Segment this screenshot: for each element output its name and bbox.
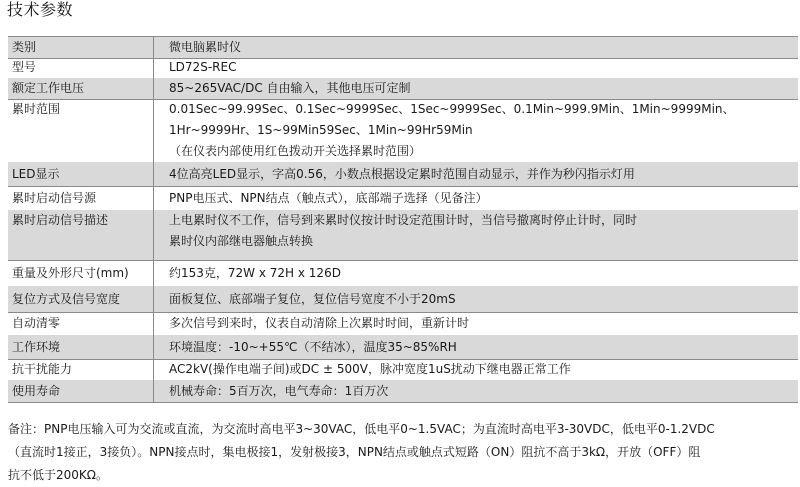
spec-label: 工作环境 <box>8 335 154 359</box>
spec-value-line: 0.01Sec~99.99Sec、0.1Sec~9999Sec、1Sec~9999Sec、0.1Min~999.9Min、1Min~9999Min、 <box>169 102 735 116</box>
spec-value-line: PNP电压式、NPN结点（触点式），底部端子选择（见备注） <box>169 191 488 205</box>
spec-value <box>155 78 798 99</box>
remark-line: 备注：PNP电压输入可为交流或直流，为交流时高电平3~30VAC，低电平0~1.5VAC；为直流时高电平3-30VDC，低电平0-1.2VDC <box>8 422 715 436</box>
spec-row <box>8 99 798 163</box>
spec-row <box>8 36 798 59</box>
spec-label: LED显示 <box>8 162 154 186</box>
spec-row <box>8 186 798 211</box>
spec-value <box>155 37 798 58</box>
spec-value <box>155 335 798 359</box>
spec-value-line: 4位高亮LED显示，字高0.56，小数点根据设定累时范围自动显示，并作为秒闪指示灯用 <box>169 167 635 181</box>
spec-row <box>8 162 798 187</box>
spec-value <box>155 57 798 78</box>
spec-row <box>8 359 798 381</box>
spec-label: 复位方式及信号宽度 <box>8 286 154 312</box>
spec-row <box>8 210 798 261</box>
spec-row <box>8 260 798 287</box>
spec-value <box>155 312 798 335</box>
spec-value <box>155 260 798 286</box>
spec-label: 自动清零 <box>8 312 154 335</box>
spec-label: 累时范围 <box>8 99 154 162</box>
spec-value-line: 累时仪内部继电器触点转换 <box>169 234 314 248</box>
spec-value-line: 上电累时仪不工作，信号到来累时仪按计时设定范围计时，当信号撤离时停止计时，同时 <box>169 213 638 227</box>
spec-label: 类别 <box>8 37 154 58</box>
spec-value <box>155 210 798 260</box>
spec-row <box>8 335 798 360</box>
spec-label: 额定工作电压 <box>8 78 154 99</box>
spec-value-line: 1Hr~9999Hr、1S~99Min59Sec、1Min~99Hr59Min <box>169 123 473 137</box>
remark-line: （直流时1接正，3接负）。NPN接点时，集电极接1，发射极接3，NPN结点或触点式短路（ON）阻抗不高于3kΩ，开放（OFF）阻 <box>8 445 701 459</box>
spec-label: 累时启动信号源 <box>8 186 154 210</box>
spec-row <box>8 78 798 100</box>
spec-value <box>155 162 798 186</box>
spec-row <box>8 57 798 79</box>
spec-value-line: 面板复位、底部端子复位，复位信号宽度不小于20mS <box>169 292 456 306</box>
spec-value <box>155 286 798 312</box>
spec-label: 型号 <box>8 57 154 78</box>
spec-label: 累时启动信号描述 <box>8 210 154 260</box>
remark-note <box>8 418 798 487</box>
spec-value-line: LD72S-REC <box>169 60 237 74</box>
spec-value-line: AC2kV(操作电端子间)或DC ± 500V，脉冲宽度1uS扰动下继电器正常工作 <box>169 362 571 376</box>
spec-value-line: 约153克，72W x 72H x 126D <box>169 266 341 280</box>
spec-value <box>155 99 798 162</box>
spec-value-line: 85~265VAC/DC 自由输入，其他电压可定制 <box>169 81 411 95</box>
spec-row <box>8 380 798 403</box>
spec-value-line: 多次信号到来时，仪表自动清除上次累时时间，重新计时 <box>169 316 470 330</box>
spec-label: 重量及外形尺寸(mm) <box>8 260 154 286</box>
spec-value-line: 环境温度：-10~+55℃（不结冰），温度35~85%RH <box>169 340 457 354</box>
spec-row <box>8 312 798 336</box>
spec-row <box>8 286 798 313</box>
spec-label: 使用寿命 <box>8 380 154 402</box>
section-title: 技术参数 <box>7 0 74 19</box>
spec-value <box>155 186 798 210</box>
spec-value-line: 微电脑累时仪 <box>169 40 242 54</box>
spec-value <box>155 380 798 402</box>
spec-value-line: 机械寿命：5百万次，电气寿命：1百万次 <box>169 384 389 398</box>
remark-line: 抗不低于200KΩ。 <box>8 468 108 482</box>
spec-value <box>155 359 798 380</box>
spec-value-line: （在仪表内部使用红色拨动开关选择累时范围） <box>169 144 422 158</box>
spec-label: 抗干扰能力 <box>8 359 154 380</box>
